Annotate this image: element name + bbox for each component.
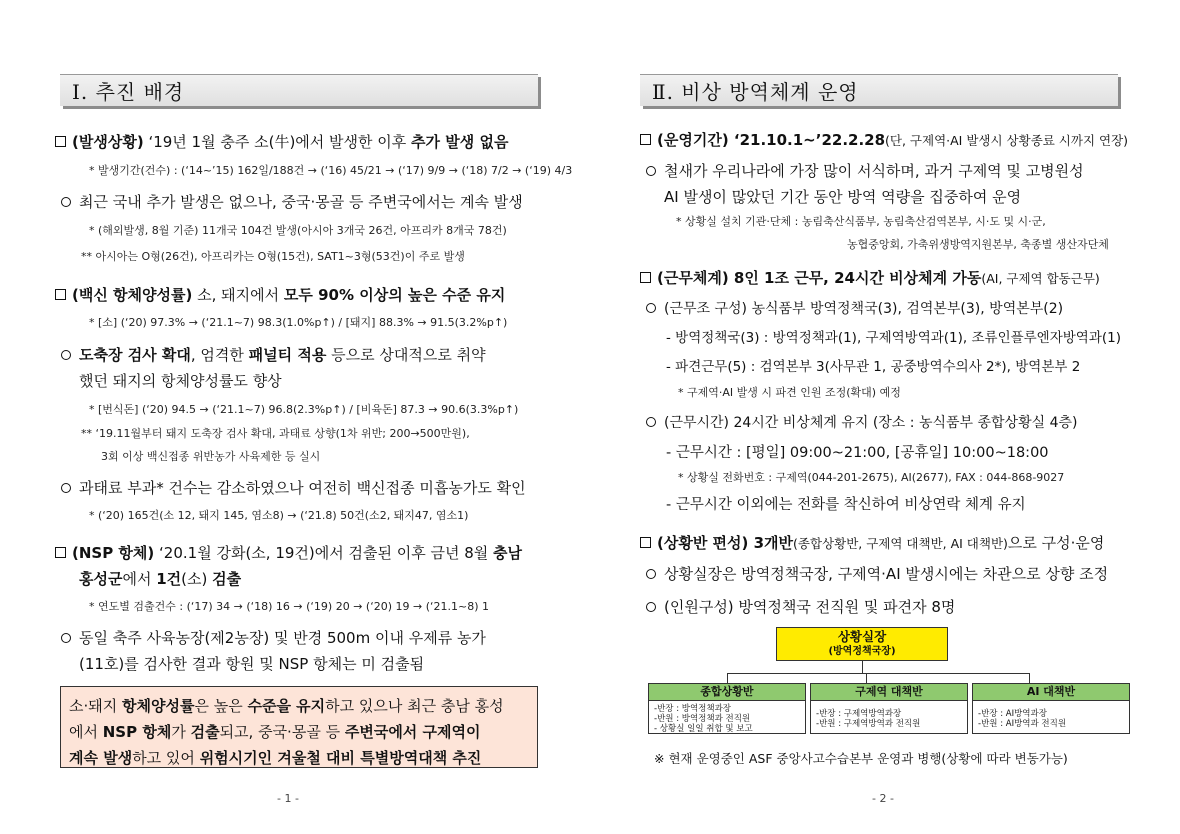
org-connector xyxy=(727,673,1029,674)
item-work-system: (근무체계) 8인 1조 근무, 24시간 비상체계 가동(AI, 구제역 합동근무) xyxy=(640,267,1100,288)
page-number-2: - 2 - xyxy=(872,792,894,805)
circle-bullet-icon xyxy=(61,633,71,643)
item-vaccine-antibody: (백신 항체양성률) 소, 돼지에서 모두 90% 이상의 높은 수준 유지 xyxy=(55,284,505,305)
note-situation-rooms-2: 농협중앙회, 가축위생방역지원본부, 축종별 생산자단체 xyxy=(847,238,1109,251)
item-operation-period: (운영기간) ‘21.10.1~’22.2.28(단, 구제역·AI 발생시 상황종료 시까지 연장) xyxy=(640,129,1128,150)
item-room-chief: 상황실장은 방역정책국장, 구제역·AI 발생시에는 차관으로 상향 조정 xyxy=(646,563,1108,584)
circle-bullet-icon xyxy=(646,166,656,176)
note-overseas-2: ** 아시아는 O형(26건), 아프리카는 O형(15건), SAT1~3형(53건)이 주로 발생 xyxy=(81,250,465,263)
footnote-asf: ※ 현재 운영중인 ASF 중앙사고수습본부 운영과 병행(상황에 따라 변동가능) xyxy=(654,751,1068,766)
note-overseas-1: * (해외발생, 8월 기준) 11개국 104건 발생(아시아 3개국 26건, 아프리카 8개국 78건) xyxy=(89,224,507,237)
org-team-members: -반장 : 구제역방역과장 -반원 : 구제역방역과 전직원 xyxy=(816,709,921,729)
item-staffing: (인원구성) 방역정책국 전직원 및 파견자 8명 xyxy=(646,596,955,617)
square-bullet-icon xyxy=(55,289,66,300)
detail-work-hours: - 근무시간 : [평일] 09:00~21:00, [공휴일] 10:00~18:00 xyxy=(666,445,1049,461)
org-team-members: -반장 : AI방역과장 -반원 : AI방역과 전직원 xyxy=(978,709,1067,729)
section-heading-1: Ⅰ. 추진 배경 xyxy=(60,74,538,106)
item-nsp-antibody: (NSP 항체) ‘20.1월 강화(소, 19건)에서 검출된 이후 금년 8월 충남 xyxy=(55,542,522,563)
item-situation-teams: (상황반 편성) 3개반(종합상황반, 구제역 대책반, AI 대책반)으로 구성·운영 xyxy=(640,532,1104,553)
org-team-title: 구제역 대책반 xyxy=(811,684,967,701)
square-bullet-icon xyxy=(55,547,66,558)
note-situation-rooms-1: * 상황실 설치 기관·단체 : 농림축산식품부, 농림축산검역본부, 시·도 및 시·군, xyxy=(676,215,1046,228)
org-team-ai xyxy=(972,683,1130,734)
note-outbreak-period: * 발생기간(건수) : (‘14~’15) 162일/188건 → (‘16) 45/21 → (‘17) 9/9 → (‘18) 7/2 → (‘19) 4/3 xyxy=(89,164,573,177)
item-slaughter-inspection-cont: 했던 돼지의 항체양성률도 향상 xyxy=(79,372,282,390)
summary-line-2: 에서 NSP 항체가 검출되고, 중국·몽골 등 주변국에서 구제역이 xyxy=(69,723,481,741)
left-page xyxy=(55,0,573,834)
note-dispatch-adjust: * 구제역·AI 발생 시 파견 인원 조정(확대) 예정 xyxy=(678,386,901,399)
org-team-title: AI 대책반 xyxy=(973,684,1129,701)
square-bullet-icon xyxy=(640,272,651,283)
item-migratory-birds-cont: AI 발생이 많았던 기간 동안 방역 역량을 집중하여 운영 xyxy=(664,188,1022,206)
circle-bullet-icon xyxy=(61,197,71,207)
org-connector xyxy=(862,661,863,673)
org-team-general xyxy=(648,683,806,734)
org-connector xyxy=(727,673,728,683)
circle-bullet-icon xyxy=(646,417,656,427)
note-penalty-1: ** ‘19.11월부터 돼지 도축장 검사 확대, 과태료 상향(1차 위반; 200→500만원), xyxy=(81,427,470,440)
circle-bullet-icon xyxy=(61,483,71,493)
item-migratory-birds: 철새가 우리나라에 가장 많이 서식하며, 과거 구제역 및 고병원성 xyxy=(646,160,1084,181)
note-penalty-2: 3회 이상 백신접종 위반농가 사육제한 등 실시 xyxy=(101,450,321,463)
summary-line-1: 소·돼지 항체양성률은 높은 수준을 유지하고 있으나 최근 충남 홍성 xyxy=(69,697,504,715)
section-heading-2: Ⅱ. 비상 방역체계 운영 xyxy=(640,74,1118,106)
item-work-hours: (근무시간) 24시간 비상체계 유지 (장소 : 농식품부 종합상황실 4층) xyxy=(646,412,1077,432)
org-team-members: -반장 : 방역정책과장 -반원 : 방역정책과 전직원 - 상황실 일일 취합 및 보고 xyxy=(654,704,753,734)
square-bullet-icon xyxy=(640,134,651,145)
item-slaughter-inspection: 도축장 검사 확대, 엄격한 패널티 적용 등으로 상대적으로 취약 xyxy=(61,344,486,365)
detail-call-forward: - 근무시간 이외에는 전화를 착신하여 비상연락 체계 유지 xyxy=(666,497,1026,513)
item-nsp-antibody-cont: 홍성군에서 1건(소) 검출 xyxy=(79,570,242,588)
org-chief-box xyxy=(776,627,948,661)
item-outbreak-status: (발생상황) ‘19년 1월 충주 소(牛)에서 발생한 이후 추가 발생 없음 xyxy=(55,131,508,152)
org-team-fmd xyxy=(810,683,968,734)
org-connector xyxy=(1029,673,1030,683)
item-same-owner-farm-cont: (11호)를 검사한 결과 항원 및 NSP 항체는 미 검출됨 xyxy=(79,655,425,673)
page-number-1: - 1 - xyxy=(277,792,299,805)
item-shift-composition: (근무조 구성) 농식품부 방역정책국(3), 검역본부(3), 방역본부(2) xyxy=(646,298,1063,318)
circle-bullet-icon xyxy=(61,350,71,360)
summary-box xyxy=(60,686,538,768)
org-connector xyxy=(866,673,867,683)
summary-line-3: 계속 발생하고 있어 위험시기인 겨울철 대비 특별방역대책 추진 xyxy=(69,749,482,767)
detail-policy-bureau: - 방역정책국(3) : 방역정책과(1), 구제역방역과(1), 조류인플루엔자방역과(1) xyxy=(666,330,1122,346)
circle-bullet-icon xyxy=(646,303,656,313)
item-neighbor-outbreak: 최근 국내 추가 발생은 없으나, 중국·몽골 등 주변국에서는 계속 발생 xyxy=(61,191,523,212)
note-antibody-rate: * [소] (‘20) 97.3% → (‘21.1~7) 98.3(1.0%p↑) / [돼지] 88.3% → 91.5(3.2%p↑) xyxy=(89,316,508,329)
detail-dispatch: - 파견근무(5) : 검역본부 3(사무관 1, 공중방역수의사 2*), 방역본부 2 xyxy=(666,359,1081,375)
note-phone-numbers: * 상황실 전화번호 : 구제역(044-201-2675), AI(2677), FAX : 044-868-9027 xyxy=(678,471,1065,484)
square-bullet-icon xyxy=(640,537,651,548)
org-chief-subtitle: (방역정책국장) xyxy=(828,646,896,657)
item-fine-cases: 과태료 부과* 건수는 감소하였으나 여전히 백신접종 미흡농가도 확인 xyxy=(61,477,526,498)
circle-bullet-icon xyxy=(646,602,656,612)
org-chief-title: 상황실장 xyxy=(837,629,887,644)
note-pig-antibody: * [번식돈] (‘20) 94.5 → (‘21.1~7) 96.8(2.3%p↑) / [비육돈] 87.3 → 90.6(3.3%p↑) xyxy=(89,403,519,416)
note-nsp-yearly: * 연도별 검출건수 : (‘17) 34 → (‘18) 16 → (‘19) 20 → (‘20) 19 → (‘21.1~8) 1 xyxy=(89,600,489,613)
org-team-title: 종합상황반 xyxy=(649,684,805,701)
note-fine-cases: * (‘20) 165건(소 12, 돼지 145, 염소8) → (‘21.8) 50건(소2, 돼지47, 염소1) xyxy=(89,509,469,522)
square-bullet-icon xyxy=(55,136,66,147)
item-same-owner-farm: 동일 축주 사육농장(제2농장) 및 반경 500m 이내 우제류 농가 xyxy=(61,627,486,648)
circle-bullet-icon xyxy=(646,569,656,579)
